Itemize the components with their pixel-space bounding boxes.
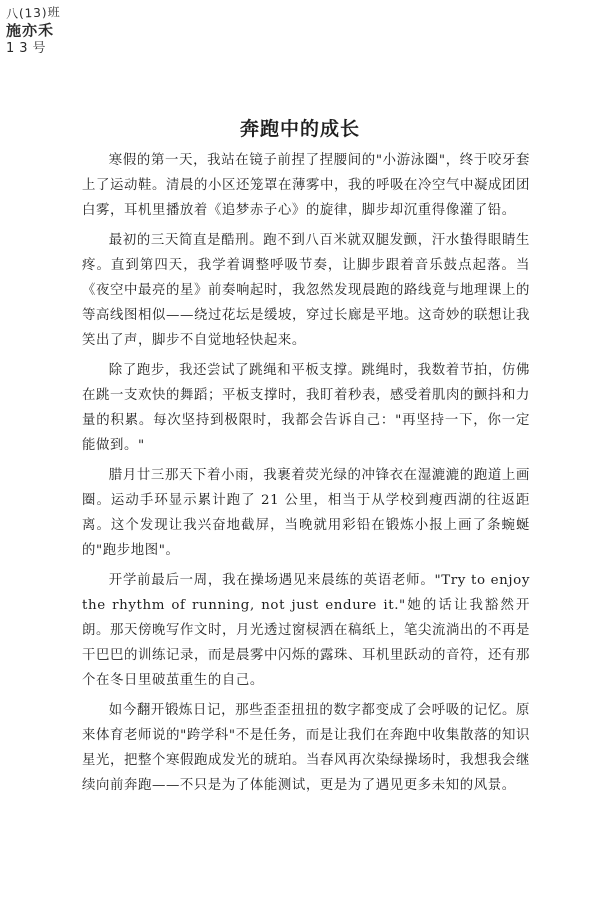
essay-paragraph-2: 最初的三天简直是酷刑。跑不到八百米就双腿发颤，汗水蛰得眼睛生疼。直到第四天，我学着调整呼吸节奏，让脚步跟着音乐鼓点起落。当《夜空中最亮的星》前奏响起时，我忽然发现晨跑的路线竟与地理课上的等高线图相似——绕过花坛是缓坡，穿过长廊是平地。这奇妙的联想让我笑出了声，脚步不自觉地轻快起来。: [82, 233, 530, 348]
handwritten-class: 八(13)班: [5, 5, 61, 21]
essay-body: [82, 148, 530, 803]
essay-title: 奔跑中的成长: [239, 118, 360, 140]
essay-paragraph-3: 除了跑步，我还尝试了跳绳和平板支撑。跳绳时，我数着节拍，仿佛在跳一支欢快的舞蹈；平板支撑时，我盯着秒表，感受着肌肉的颤抖和力量的积累。每次坚持到极限时，我都会告诉自己："再坚持一下，你一定能做到。": [82, 363, 530, 453]
essay-paragraph-4: 腊月廿三那天下着小雨，我裹着荧光绿的冲锋衣在湿漉漉的跑道上画圈。运动手环显示累计跑了 21 公里，相当于从学校到瘦西湖的往返距离。这个发现让我兴奋地截屏，当晚就用彩铅在锻炼小报上画了条蜿蜒的"跑步地图"。: [82, 468, 530, 558]
essay-paragraph-5: 开学前最后一周，我在操场遇见来晨练的英语老师。"Try to enjoy the rhythm of running, not just endure it."她的话让我豁然开朗。那天傍晚写作文时，月光透过窗棂洒在稿纸上，笔尖流淌出的不再是干巴巴的训练记录，而是晨雾中闪烁的露珠、耳机里跃动的音符，还有那个在冬日里破茧重生的自己。: [82, 573, 530, 688]
handwritten-student-name: 施亦禾: [5, 21, 55, 40]
handwritten-name-note: [6, 6, 96, 57]
essay-paragraph-1: 寒假的第一天，我站在镜子前捏了捏腰间的"小游泳圈"，终于咬牙套上了运动鞋。清晨的小区还笼罩在薄雾中，我的呼吸在冷空气中凝成团团白雾，耳机里播放着《追梦赤子心》的旋律，脚步却沉重得像灌了铅。: [82, 153, 530, 218]
essay-paragraph-6: 如今翻开锻炼日记，那些歪歪扭扭的数字都变成了会呼吸的记忆。原来体育老师说的"跨学科"不是任务，而是让我们在奔跑中收集散落的知识星光，把整个寒假跑成发光的琥珀。当春风再次染绿操场时，我想我会继续向前奔跑——不只是为了体能测试，更是为了遇见更多未知的风景。: [82, 703, 530, 793]
handwritten-student-number: 13号: [6, 41, 51, 56]
